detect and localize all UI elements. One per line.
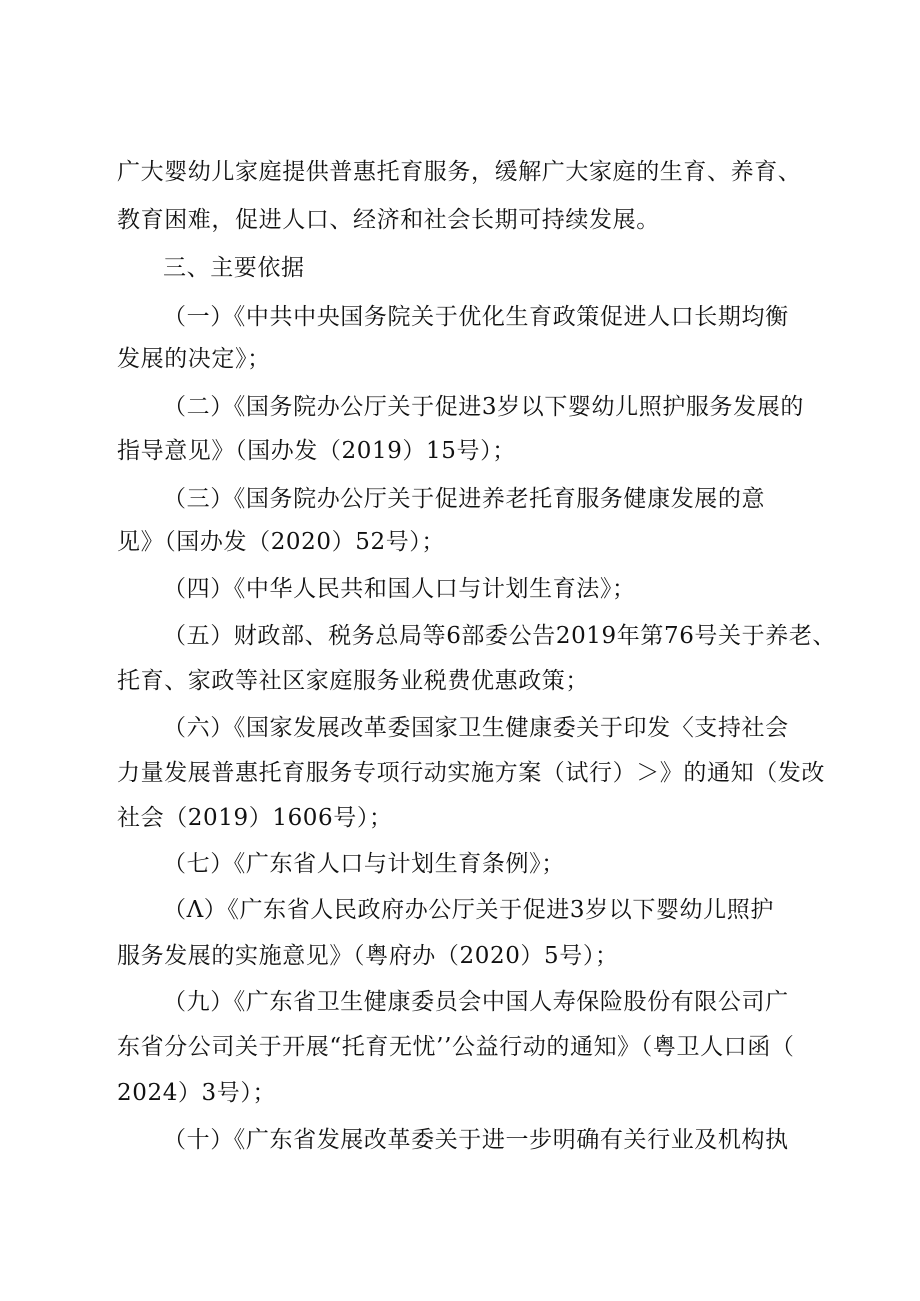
- list-item: （二）《国务院办公厅关于促进3岁以下婴幼儿照护服务发展的: [163, 394, 804, 420]
- list-item-continuation: 2024）3号）；: [117, 1080, 277, 1106]
- list-item: （九）《广东省卫生健康委员会中国人寿保险股份有限公司广: [163, 989, 789, 1015]
- list-item-continuation: 托育、家政等社区家庭服务业税费优惠政策；: [117, 668, 589, 694]
- list-item-continuation: 发展的决定》；: [117, 346, 271, 372]
- list-item: （五）财政部、税务总局等6部委公告2019年第76号关于养老、: [163, 623, 837, 649]
- list-item: （七）《广东省人口与计划生育条例》；: [163, 851, 565, 877]
- list-item-continuation: 指导意见》（国办发（2019）15号）；: [117, 438, 516, 464]
- list-item-continuation: 服务发展的实施意见》（粤府办（2020）5号）；: [117, 943, 619, 969]
- list-item: （Λ）《广东省人民政府办公厅关于促进3岁以下婴幼儿照护: [163, 897, 774, 923]
- list-item-continuation: 见》（国办发（2020）52号）；: [117, 529, 445, 555]
- list-item: （三）《国务院办公厅关于促进养老托育服务健康发展的意: [163, 486, 766, 512]
- body-line: 广大婴幼儿家庭提供普惠托育服务，缓解广大家庭的生育、养育、: [117, 159, 802, 185]
- list-item-continuation: 东省分公司关于开展“托育无忧’’公益行动的通知》（粤卫人口函（: [117, 1034, 795, 1060]
- list-item: （四）《中华人民共和国人口与计划生育法》；: [163, 576, 636, 602]
- body-line: 教育困难，促进人口、经济和社会长期可持续发展。: [117, 207, 660, 233]
- section-heading: 三、主要依据: [163, 255, 305, 281]
- list-item: （十）《广东省发展改革委关于进一步明确有关行业及机构执: [163, 1127, 789, 1153]
- list-item-continuation: 力量发展普惠托育服务专项行动实施方案（试行）＞》的通知（发改: [117, 760, 825, 786]
- list-item-continuation: 社会（2019）1606号）；: [117, 805, 393, 831]
- list-item: （一）《中共中央国务院关于优化生育政策促进人口长期均衡: [163, 304, 789, 330]
- list-item: （六）《国家发展改革委国家卫生健康委关于印发〈支持社会: [163, 715, 789, 741]
